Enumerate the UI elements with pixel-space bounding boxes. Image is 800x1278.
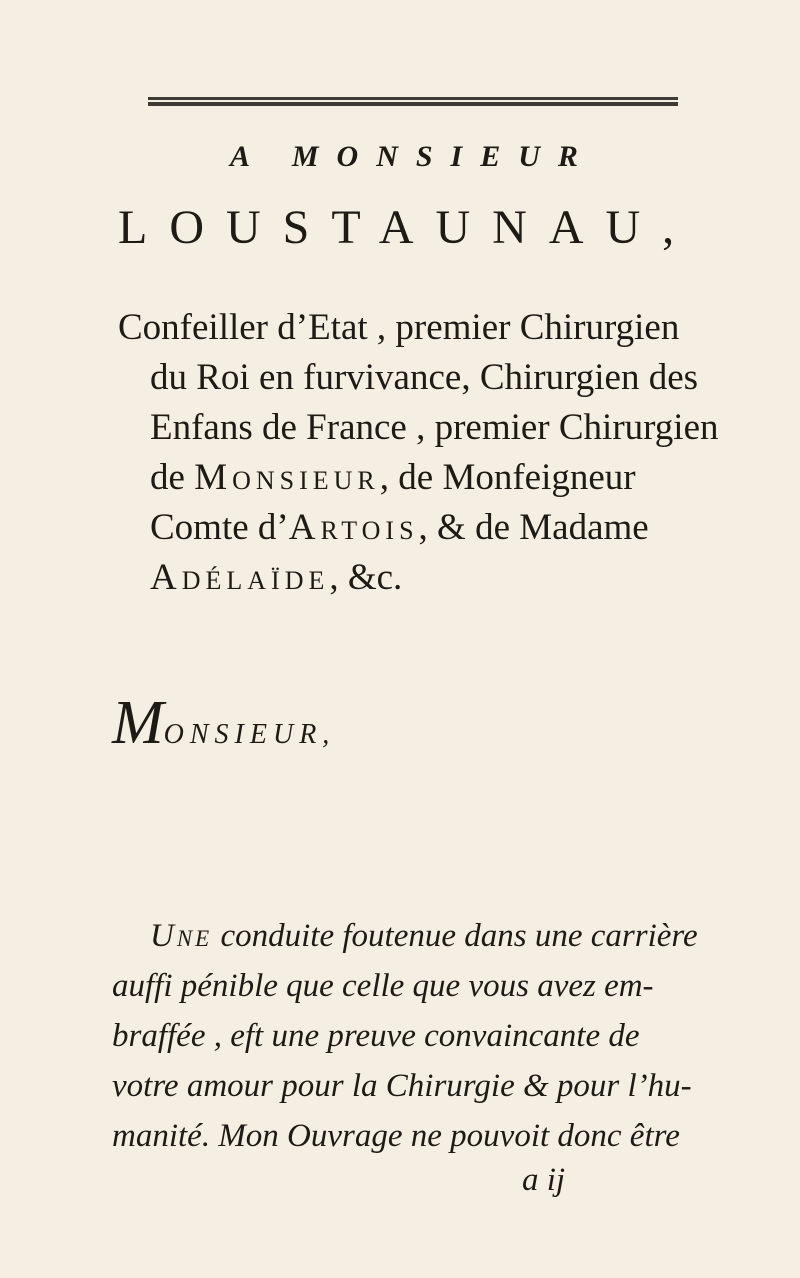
body-line-3: braffée , eft une preuve convaincante de [112,1018,640,1054]
salutation-initial: M [112,689,164,757]
dedication-line-4-post: , de Monfeigneur [379,457,636,498]
dedication-line-4-pre: de [150,457,195,498]
salutation-rest: ONSIEUR, [163,719,336,750]
body-line-5: manité. Mon Ouvrage ne pouvoit donc être [112,1118,680,1154]
dedication-line-1: Confeiller d’Etat , premier Chirurgien [118,307,680,348]
body-line-4: votre amour pour la Chirurgie & pour l’hu- [112,1068,692,1104]
signature-mark: a ij [522,1162,566,1198]
body-line-2: auffi pénible que celle que vous avez em- [112,968,654,1004]
dedicatee-name: LOUSTAUNAU, [118,201,697,254]
dedication-line-5-post: , & de Madame [418,507,649,548]
body-line-1-rest: conduite foutenue dans une carrière [212,918,698,954]
body-line-1 [150,918,698,955]
dedication-line-5-pre: Comte d’ [150,507,289,548]
dedication-line-6 [150,556,402,599]
dedication-line-4 [150,456,636,499]
dedication-line-4-smallcaps: Monsieur [194,457,380,498]
dedication-line-3: Enfans de France , premier Chirurgien [150,407,719,448]
dedication-line-6-post: , &c. [329,557,403,598]
dedication-line-2: du Roi en furvivance, Chirurgien des [150,357,699,398]
salutation [112,688,335,759]
dedication-line-5 [150,506,649,549]
dedication-line-6-smallcaps: Adélaïde [150,557,330,598]
header-title-line: A MONSIEUR [230,140,596,173]
dedication-line-5-smallcaps: Artois [288,507,419,548]
body-line-1-smallcaps: Une [150,918,213,954]
double-rule [148,97,678,106]
